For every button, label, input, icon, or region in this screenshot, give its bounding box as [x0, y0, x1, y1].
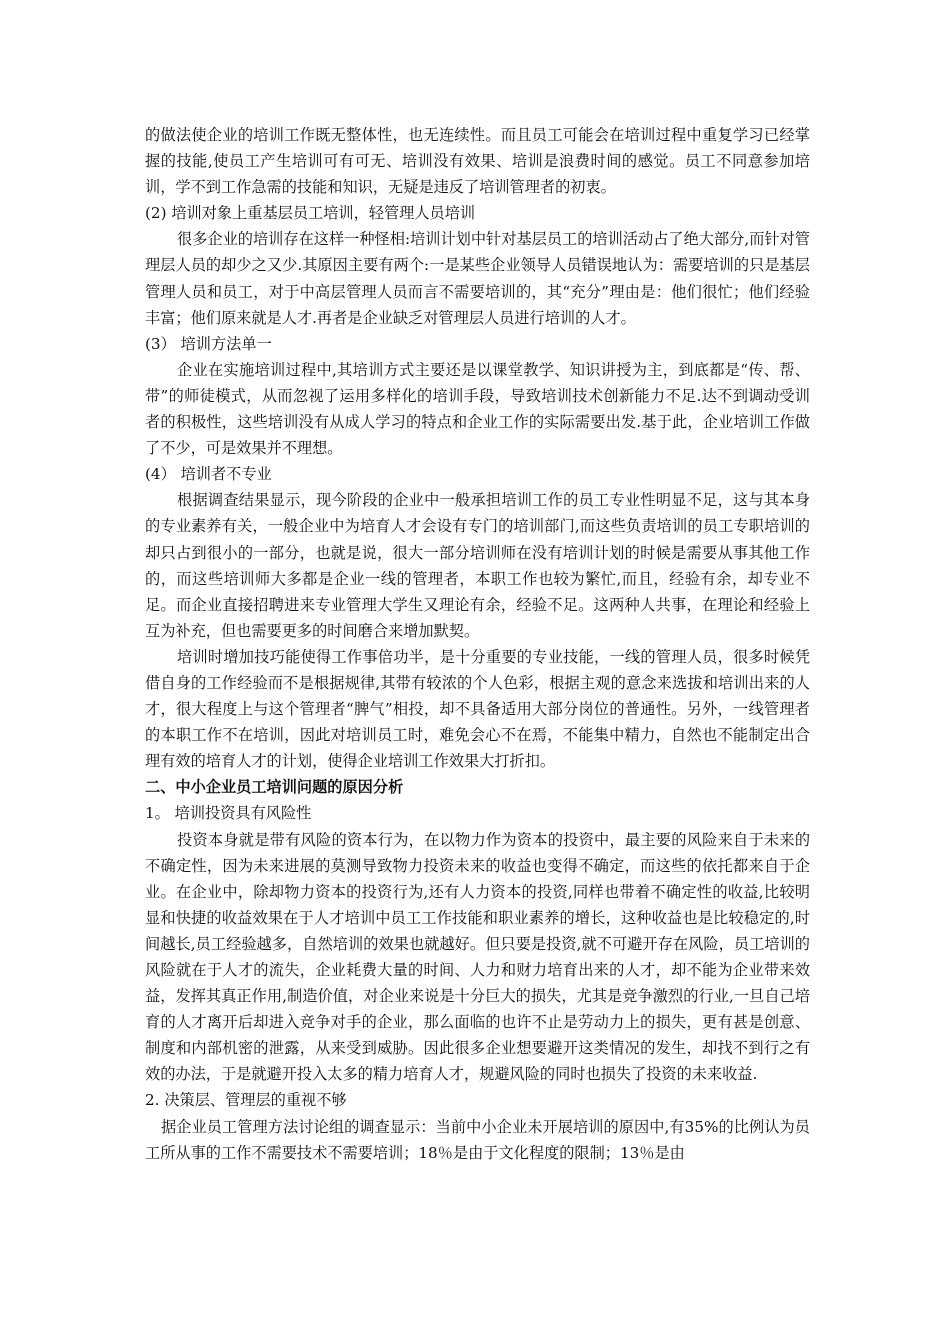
paragraph-trainer-skills: 培训时增加技巧能使得工作事倍功半，是十分重要的专业技能，一线的管理人员，很多时候凭借自身的工作经验而不是根据规律,其带有较浓的个人色彩，根据主观的意念来选拔和培训出来的人才，很大程度上与这个管理者“脾气”相投，却不具备适用大部分岗位的普通性。另外，一线管理者的本职工作不在培训，因此对培训员工时，难免会心不在焉，不能集中精力，自然也不能制定出合理有效的培育人才的计划，使得企业培训工作效果大打折扣。 — [145, 647, 810, 771]
subheading-trainer: (4） 培训者不专业 — [145, 465, 272, 484]
document-body — [145, 122, 810, 1166]
paragraph-trainer: 根据调查结果显示，现今阶段的企业中一般承担培训工作的员工专业性明显不足，这与其本身的专业素养有关，一般企业中为培育人才会设有专门的培训部门,而这些负责培训的员工专职培训的却只占到很小的一部分，也就是说，很大一部分培训师在没有培训计划的时候是需要从事其他工作的，而这些培训师大多都是企业一线的管理者，本职工作也较为繁忙,而且，经验有余，却专业不足。而企业直接招聘进来专业管理大学生又理论有余，经验不足。这两种人共事，在理论和经验上互为补充，但也需要更多的时间磨合来增加默契。 — [145, 491, 810, 640]
subheading-management-attention: 2. 决策层、管理层的重视不够 — [145, 1091, 347, 1110]
paragraph-continued: 的做法使企业的培训工作既无整体性，也无连续性。而且员工可能会在培训过程中重复学习已经掌握的技能,使员工产生培训可有可无、培训没有效果、培训是浪费时间的感觉。员工不同意参加培训，学不到工作急需的技能和知识，无疑是违反了培训管理者的初衷。 — [145, 126, 810, 197]
paragraph-training-target: 很多企业的培训存在这样一种怪相:培训计划中针对基层员工的培训活动占了绝大部分,而针对管理层人员的却少之又少.其原因主要有两个:一是某些企业领导人员错误地认为：需要培训的只是基层管理人员和员工，对于中高层管理人员而言不需要培训的，其“充分”理由是：他们很忙；他们经验丰富；他们原来就是人才.再者是企业缺乏对管理层人员进行培训的人才。 — [145, 230, 810, 327]
subheading-investment-risk: 1。 培训投资具有风险性 — [145, 804, 312, 823]
paragraph-management-attention: 据企业员工管理方法讨论组的调查显示：当前中小企业未开展培训的原因中,有35%的比例认为员工所从事的工作不需要技术不需要培训；18％是由于文化程度的限制；13％是由 — [145, 1117, 810, 1162]
subheading-training-method: (3） 培训方法单一 — [145, 334, 272, 353]
paragraph-training-method: 企业在实施培训过程中,其培训方式主要还是以课堂教学、知识讲授为主，到底都是“传、帮、带”的师徒模式，从而忽视了运用多样化的培训手段，导致培训技术创新能力不足.达不到调动受训者的积极性，这些培训没有从成人学习的特点和企业工作的实际需要出发.基于此，企业培训工作做了不少，可是效果并不理想。 — [145, 360, 810, 458]
subheading-training-target: (2) 培训对象上重基层员工培训，轻管理人员培训 — [145, 204, 476, 223]
paragraph-investment-risk: 投资本身就是带有风险的资本行为，在以物力作为资本的投资中，最主要的风险来自于未来的不确定性，因为未来进展的莫测导致物力投资未来的收益也变得不确定，而这些的依托都来自于企业。在企业中，除却物力资本的投资行为,还有人力资本的投资,同样也带着不确定性的收益,比较明显和快捷的收益效果在于人才培训中员工工作技能和职业素养的增长，这种收益也是比较稳定的,时间越长,员工经验越多，自然培训的效果也就越好。但只要是投资,就不可避开存在风险，员工培训的风险就在于人才的流失，企业耗费大量的时间、人力和财力培育出来的人才，却不能为企业带来效益，发挥其真正作用,制造价值，对企业来说是十分巨大的损失，尤其是竞争激烈的行业,一旦自己培育的人才离开后却进入竞争对手的企业，那么面临的也许不止是劳动力上的损失，更有甚是创意、制度和内部机密的泄露，从来受到威胁。因此很多企业想要避开这类情况的发生，却找不到行之有效的办法，于是就避开投入太多的精力培育人才，规避风险的同时也损失了投资的未来收益. — [145, 830, 810, 1084]
section-heading-causes: 二、中小企业员工培训问题的原因分析 — [145, 778, 404, 797]
